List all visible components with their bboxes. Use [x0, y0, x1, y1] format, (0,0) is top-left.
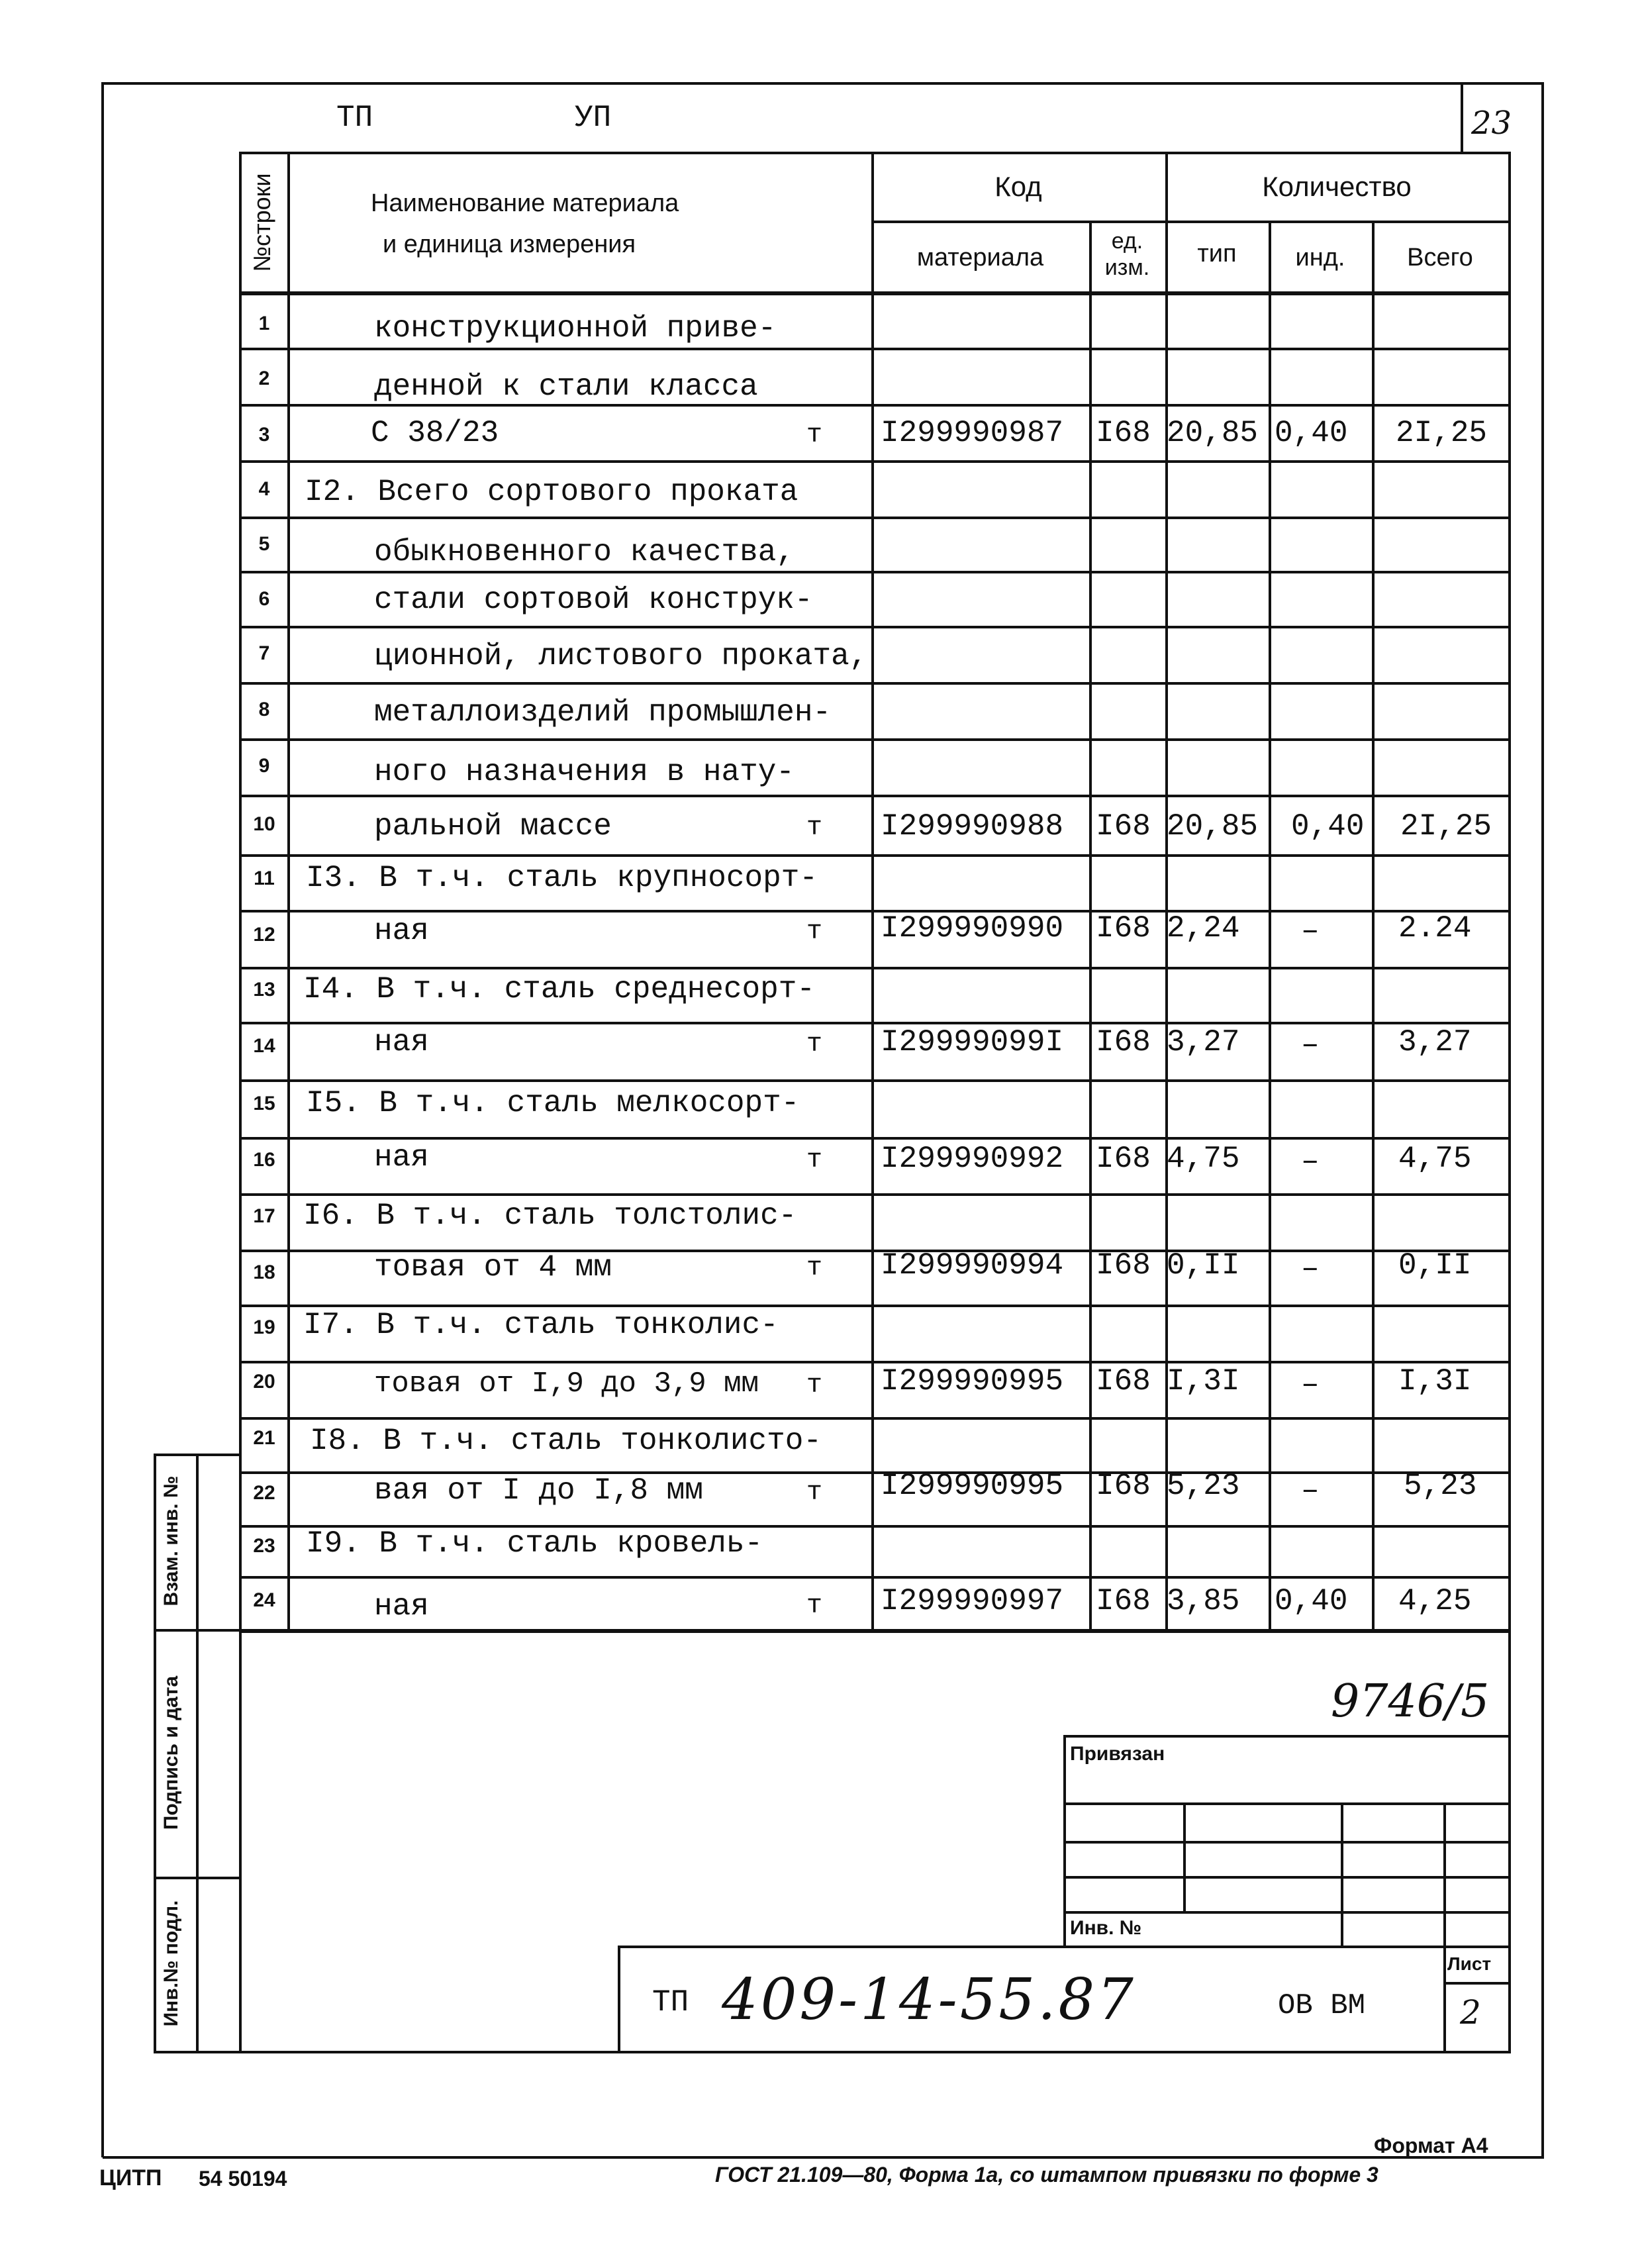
row-number: 3: [258, 424, 270, 446]
row-unit-code: I68: [1096, 911, 1151, 946]
row-number: 16: [253, 1149, 275, 1171]
doc-mark: ОВ ВМ: [1278, 1989, 1366, 2022]
row-number: 18: [253, 1261, 275, 1283]
row-qty-total: 3,27: [1398, 1025, 1472, 1060]
row-number: 8: [258, 699, 270, 720]
row-unit-code: I68: [1096, 1025, 1151, 1060]
row-unit-code: I68: [1096, 1248, 1151, 1283]
row-name: металлоизделий промышлен-: [374, 695, 832, 730]
title-tp-prefix: ТП: [652, 1985, 689, 2020]
header-qty-ind: инд.: [1295, 244, 1345, 271]
row-name: С 38/23: [371, 416, 499, 450]
row-name: товая от 4 мм: [374, 1250, 612, 1285]
row-material-code: I299990995: [881, 1469, 1064, 1503]
format-label: Формат А4: [1374, 2134, 1488, 2157]
row-qty-ind: –: [1301, 1144, 1320, 1179]
row-qty-total: 4,25: [1398, 1584, 1472, 1618]
row-material-code: I299990988: [881, 809, 1064, 844]
corner-box-left: [1461, 82, 1463, 154]
header-unit-code-2: изм.: [1104, 255, 1150, 280]
header-unit-code-1: ед.: [1111, 228, 1143, 254]
inv-podl-label: Инв.№ подл.: [160, 1900, 182, 2027]
row-name: I3. В т.ч. сталь крупносорт-: [306, 861, 818, 895]
org-label: ЦИТП: [99, 2165, 162, 2191]
row-unit: т: [806, 917, 823, 947]
row-qty-type: 4,75: [1167, 1142, 1240, 1176]
row-material-code: I299990990: [881, 911, 1064, 946]
row-material-code: I299990987: [881, 416, 1064, 450]
row-qty-ind: –: [1301, 1367, 1320, 1402]
row-number: 6: [258, 588, 270, 610]
row-unit-code: I68: [1096, 809, 1151, 844]
frame-right: [1541, 82, 1544, 2157]
row-number: 13: [253, 979, 275, 1001]
row-qty-total: 4,75: [1398, 1142, 1472, 1176]
row-qty-ind: 0,40: [1291, 809, 1365, 844]
header-qty-type: тип: [1197, 240, 1237, 268]
row-qty-total: 0,II: [1398, 1248, 1472, 1283]
sheet-label: Лист: [1447, 1953, 1492, 1974]
row-qty-ind: 0,40: [1275, 416, 1348, 450]
row-unit-code: I68: [1096, 416, 1151, 450]
podpis-data-label: Подпись и дата: [160, 1675, 182, 1830]
row-unit: т: [806, 1591, 823, 1621]
row-qty-type: 3,85: [1167, 1584, 1240, 1618]
row-name: ная: [374, 914, 429, 948]
header-code-group: Код: [994, 171, 1042, 202]
row-material-code: I299990995: [881, 1364, 1064, 1399]
row-number: 10: [253, 813, 275, 835]
row-qty-type: 3,27: [1167, 1025, 1240, 1060]
row-qty-total: 2.24: [1398, 911, 1472, 946]
row-number: 17: [253, 1205, 275, 1227]
row-material-code: I299990997: [881, 1584, 1064, 1618]
row-name: ная: [374, 1025, 429, 1060]
row-number: 1: [258, 313, 270, 334]
row-qty-total: 2I,25: [1396, 416, 1488, 450]
row-number: 11: [254, 867, 275, 889]
row-qty-type: 5,23: [1167, 1469, 1240, 1503]
row-unit-code: I68: [1096, 1584, 1151, 1618]
header-up: УП: [575, 101, 612, 135]
row-name: ная: [374, 1140, 429, 1175]
frame-left: [101, 82, 104, 2157]
row-qty-ind: –: [1301, 1473, 1320, 1508]
row-number: 5: [258, 533, 270, 555]
vzam-inv-label: Взам. инв. №: [160, 1475, 182, 1606]
row-number: 4: [258, 478, 270, 500]
row-qty-type: 20,85: [1167, 416, 1259, 450]
row-number: 19: [253, 1316, 275, 1338]
row-number: 23: [253, 1535, 275, 1557]
row-unit-code: I68: [1096, 1469, 1151, 1503]
project-code: 409-14-55.87: [722, 1967, 1136, 2033]
row-name: денной к стали класса: [374, 370, 758, 404]
sheet-number: 2: [1460, 1993, 1481, 2032]
row-name: I2. Всего сортового проката: [305, 475, 798, 509]
gost-label: ГОСТ 21.109—80, Форма 1а, со штампом привязки по форме 3: [715, 2163, 1378, 2187]
row-qty-ind: –: [1301, 1252, 1320, 1286]
privyazan-label: Привязан: [1070, 1743, 1165, 1765]
frame-bottom: [103, 2156, 1544, 2159]
row-number: 12: [253, 924, 275, 946]
inv-no-label: Инв. №: [1070, 1917, 1142, 1939]
row-name: I8. В т.ч. сталь тонколисто-: [310, 1424, 822, 1458]
order-number: 54 50194: [199, 2167, 287, 2191]
row-unit: т: [806, 813, 823, 843]
row-material-code: I299990992: [881, 1142, 1064, 1176]
row-name: ральной массе: [374, 809, 612, 844]
row-unit: т: [806, 1478, 823, 1508]
row-unit: т: [806, 1254, 823, 1283]
row-unit: т: [806, 420, 823, 450]
row-unit-code: I68: [1096, 1364, 1151, 1399]
header-qty-total: Всего: [1407, 244, 1473, 271]
row-qty-type: I,3I: [1167, 1364, 1240, 1399]
row-qty-total: I,3I: [1398, 1364, 1472, 1399]
row-number: 21: [253, 1427, 275, 1449]
header-material-code: материала: [916, 244, 1044, 271]
row-unit: т: [806, 1371, 823, 1401]
row-name: I5. В т.ч. сталь мелкосорт-: [306, 1086, 800, 1120]
row-number: 24: [253, 1589, 275, 1611]
handwritten-number: 9746/5: [1331, 1675, 1490, 1728]
row-qty-ind: –: [1301, 914, 1320, 948]
row-qty-total: 2I,25: [1400, 809, 1492, 844]
row-number: 15: [253, 1093, 275, 1114]
row-qty-type: 0,II: [1167, 1248, 1240, 1283]
header-material-name-1: Наименование материала: [371, 189, 679, 217]
row-material-code: I299990994: [881, 1248, 1064, 1283]
header-material-name-2: и единица измерения: [383, 230, 636, 258]
row-name: I4. В т.ч. сталь среднесорт-: [303, 972, 815, 1007]
row-name: обыкновенного качества,: [374, 535, 795, 569]
row-number: 2: [258, 368, 270, 389]
row-name: конструкционной приве-: [374, 311, 777, 346]
row-name: I7. В т.ч. сталь тонколис-: [303, 1308, 779, 1342]
row-number: 14: [253, 1035, 275, 1057]
row-name: вая от I до I,8 мм: [374, 1473, 703, 1508]
row-name: I9. В т.ч. сталь кровель-: [306, 1526, 763, 1561]
row-number: 20: [253, 1371, 275, 1393]
row-qty-type: 2,24: [1167, 911, 1240, 946]
row-number: 7: [258, 642, 270, 664]
row-material-code: I29999099I: [881, 1025, 1064, 1060]
row-qty-type: 20,85: [1167, 809, 1259, 844]
row-name: I6. В т.ч. сталь толстолис-: [303, 1199, 797, 1233]
header-row-number: №строки: [248, 173, 275, 272]
row-unit: т: [806, 1030, 823, 1060]
row-qty-ind: –: [1301, 1028, 1320, 1062]
sheet-corner-number: 23: [1471, 105, 1512, 142]
frame-top: [103, 82, 1544, 85]
row-name: ционной, листового проката,: [374, 639, 868, 673]
row-name: товая от I,9 до 3,9 мм: [374, 1367, 759, 1401]
header-quantity-group: Количество: [1262, 171, 1412, 202]
row-unit-code: I68: [1096, 1142, 1151, 1176]
row-qty-total: 5,23: [1404, 1469, 1477, 1503]
row-name: ная: [374, 1589, 429, 1624]
row-qty-ind: 0,40: [1275, 1584, 1348, 1618]
row-name: ного назначения в нату-: [374, 755, 795, 789]
row-unit: т: [806, 1146, 823, 1175]
row-number: 9: [258, 755, 270, 777]
row-number: 22: [253, 1482, 275, 1504]
row-name: стали сортовой конструк-: [374, 583, 813, 617]
header-tp: ТП: [336, 101, 373, 135]
